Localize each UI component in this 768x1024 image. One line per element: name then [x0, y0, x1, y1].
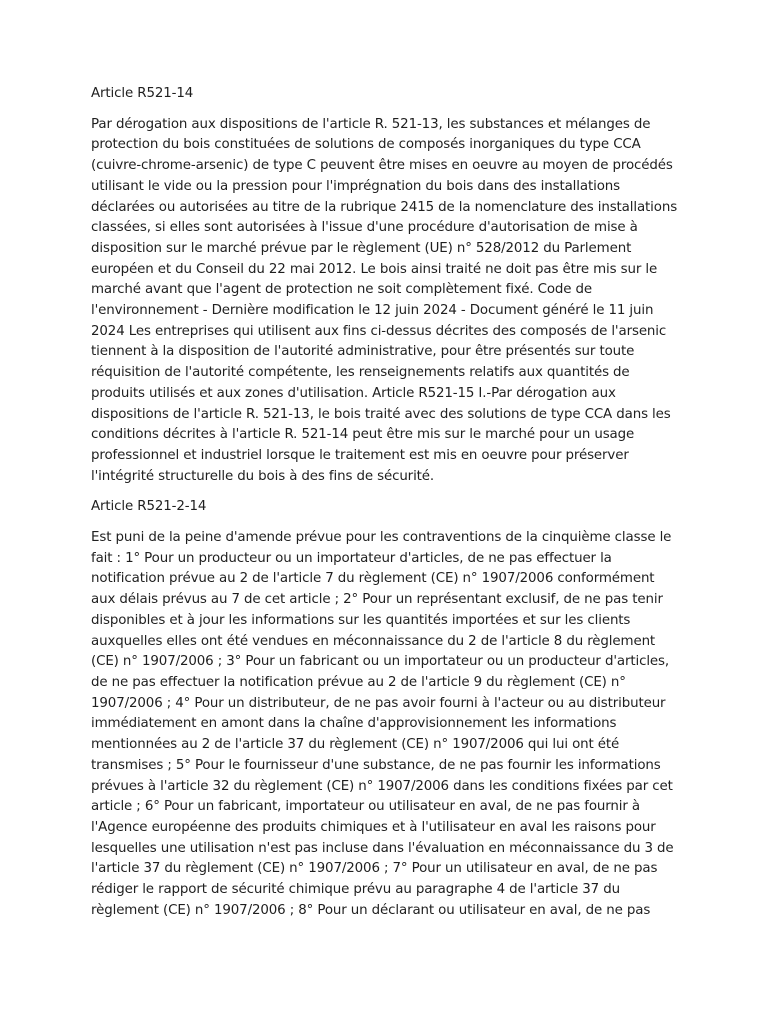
document-page — [91, 84, 681, 931]
article-body: Est puni de la peine d'amende prévue pour les contraventions de la cinquième classe le fait : 1° Pour un producteur ou un importateur d'articles, de ne pas effectuer la notification prévue au 2 de l'article 7 du règlement (CE) n° 1907/2006 conformément aux délais prévus au 7 de cet article ; 2° Pour un représentant exclusif, de ne pas tenir disponibles et à jour les informations sur les quantités importées et sur les clients auxquelles elles ont été vendues en méconnaissance du 2 de l'article 8 du règlement (CE) n° 1907/2006 ; 3° Pour un fabricant ou un importateur ou un producteur d'articles, de ne pas effectuer la notification prévue au 2 de l'article 9 du règlement (CE) n° 1907/2006 ; 4° Pour un distributeur, de ne pas avoir fourni à l'acteur ou au distributeur immédiatement en amont dans la chaîne d'approvisionnement les informations mentionnées au 2 de l'article 37 du règlement (CE) n° 1907/2006 qui lui ont été transmises ; 5° Pour le fournisseur d'une substance, de ne pas fournir les informations prévues à l'article 32 du règlement (CE) n° 1907/2006 dans les conditions fixées par cet article ; 6° Pour un fabricant, importateur ou utilisateur en aval, de ne pas fournir à l'Agence européenne des produits chimiques et à l'utilisateur en aval les raisons pour lesquelles une utilisation n'est pas incluse dans l'évaluation en méconnaissance du 3 de l'article 37 du règlement (CE) n° 1907/2006 ; 7° Pour un utilisateur en aval, de ne pas rédiger le rapport de sécurité chimique prévu au paragraphe 4 de l'article 37 du règlement (CE) n° 1907/2006 ; 8° Pour un déclarant ou utilisateur en aval, de ne pas — [91, 530, 674, 918]
article-body: Par dérogation aux dispositions de l'article R. 521-13, les substances et mélanges de protection du bois constituées de solutions de composés inorganiques du type CCA (cuivre-chrome-arsenic) de type C peuvent être mises en oeuvre au moyen de procédés utilisant le vide ou la pression pour l'imprégnation du bois dans des installations déclarées ou autorisées au titre de la rubrique 2415 de la nomenclature des installations classées, si elles sont autorisées à l'issue d'une procédure d'autorisation de mise à disposition sur le marché prévue par le règlement (UE) n° 528/2012 du Parlement européen et du Conseil du 22 mai 2012. Le bois ainsi traité ne doit pas être mis sur le marché avant que l'agent de protection ne soit complètement fixé. Code de l'environnement - Dernière modification le 12 juin 2024 - Document généré le 11 juin 2024 Les entreprises qui utilisent aux fins ci-dessus décrites des composés de l'arsenic tiennent à la disposition de l'autorité administrative, pour être présentés sur toute réquisition de l'autorité compétente, les renseignements relatifs aux quantités de produits utilisés et aux zones d'utilisation. Article R521-15 I.-Par dérogation aux dispositions de l'article R. 521-13, le bois traité avec des solutions de type CCA dans les conditions décrites à l'article R. 521-14 peut être mis sur le marché pour un usage professionnel et industriel lorsque le traitement est mis en oeuvre pour préserver l'intégrité structurelle du bois à des fins de sécurité. — [91, 116, 678, 484]
article-heading: Article R521-2-14 — [91, 499, 207, 515]
article-heading: Article R521-14 — [91, 86, 194, 101]
